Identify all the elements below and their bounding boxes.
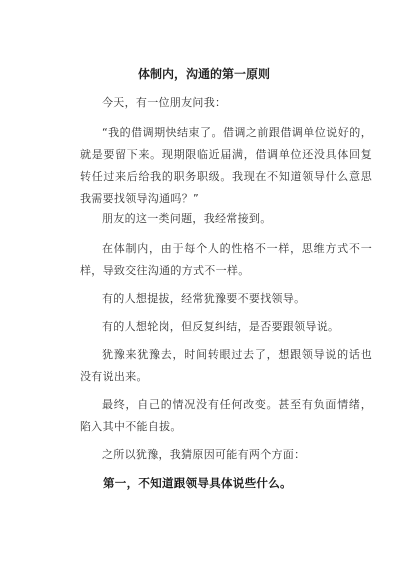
document-title: 体制内，沟通的第一原则 xyxy=(137,67,270,81)
paragraph-quote: “我的借调期快结束了。借调之前跟借调单位说好的，就是要留下来。现期限临近届满，借调单位还没具体回复转任过来后给我的职务职级。我现在不知道领导什么意思我需要找领导沟通吗？” xyxy=(80,126,372,205)
paragraph-rotation: 有的人想轮岗，但反复纠结，是否要跟领导说。 xyxy=(102,320,340,333)
paragraph-frequent-question: 朋友的这一类问题，我经常接到。 xyxy=(102,212,272,225)
paragraph-outcome: 最终，自己的情况没有任何改变。甚至有负面情绪，陷入其中不能自拔。 xyxy=(80,398,372,433)
paragraph-communication-styles: 在体制内，由于每个人的性格不一样，思维方式不一样，导致交往沟通的方式不一样。 xyxy=(80,242,372,277)
paragraph-reasons: 之所以犹豫，我猜原因可能有两个方面： xyxy=(102,448,306,461)
paragraph-greeting: 今天，有一位朋友问我： xyxy=(102,96,227,109)
section-heading-first: 第一，不知道跟领导具体说些什么。 xyxy=(103,476,292,490)
paragraph-hesitation: 犹豫来犹豫去，时间转眼过去了，想跟领导说的话也没有说出来。 xyxy=(80,348,372,383)
paragraph-promotion: 有的人想提拔，经常犹豫要不要找领导。 xyxy=(102,292,306,305)
